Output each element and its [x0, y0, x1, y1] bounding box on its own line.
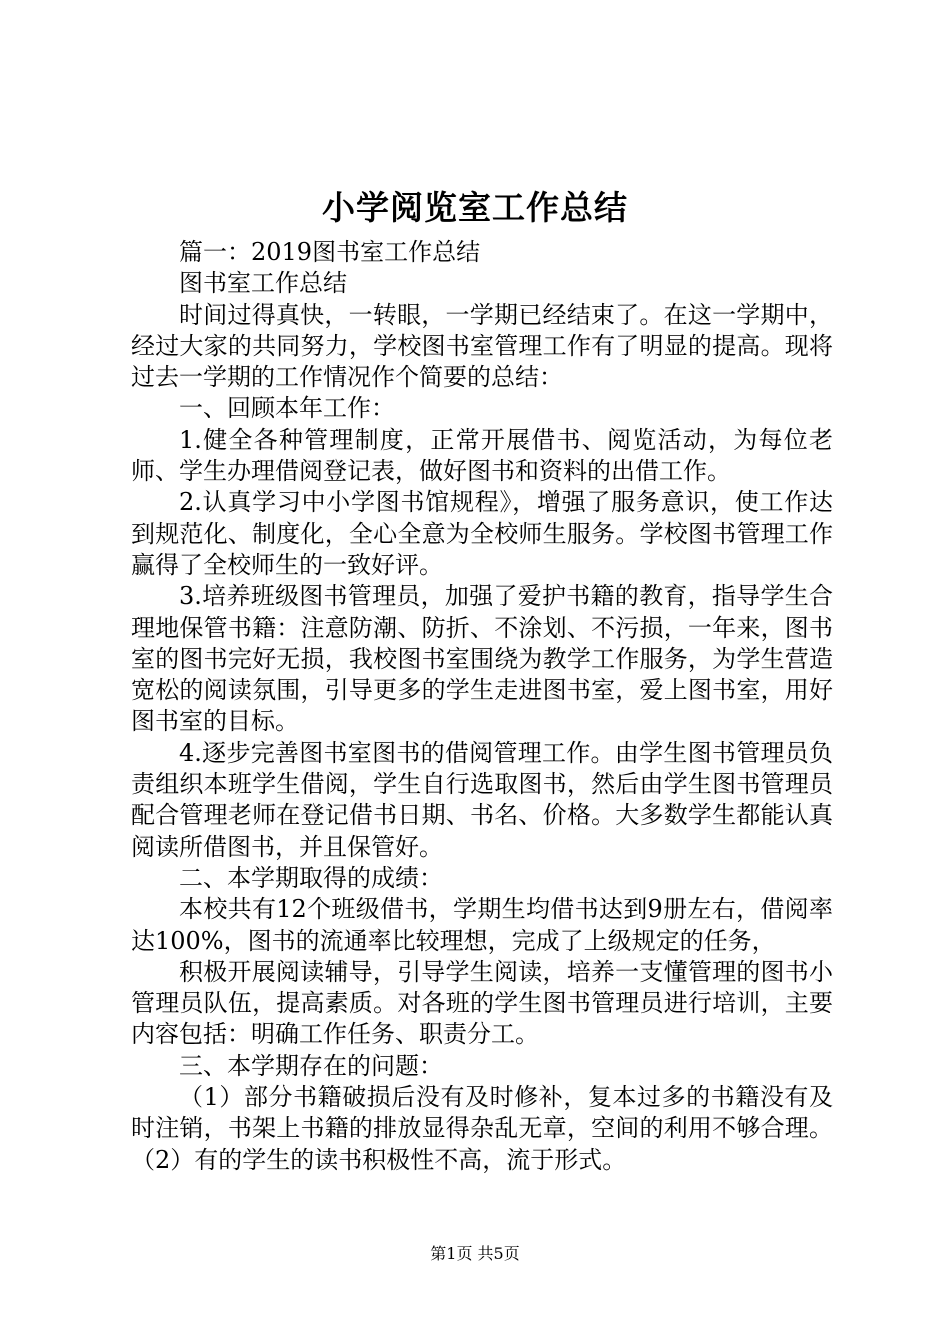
page-footer: 第1页 共5页: [430, 1244, 520, 1263]
section-heading: 二、本学期取得的成绩：: [179, 863, 443, 892]
paragraph: 3.培养班级图书管理员，加强了爱护书籍的教育，指导学生合理地保管书籍：注意防潮、防折、不涂划、不污损，一年来，图书室的图书完好无损，我校图书室围绕为教学工作服务，为学生营造宽松的阅读氛围，引导更多的学生走进图书室，爱上图书室，用好图书室的目标。: [131, 582, 833, 736]
paragraph: 2.认真学习中小学图书馆规程》，增强了服务意识，使工作达到规范化、制度化，全心全意为全校师生服务。学校图书管理工作赢得了全校师生的一致好评。: [131, 488, 833, 579]
paragraph: （1）部分书籍破损后没有及时修补，复本过多的书籍没有及时注销，书架上书籍的排放显得杂乱无章，空间的利用不够合理。（2）有的学生的读书积极性不高，流于形式。: [131, 1083, 833, 1174]
section-heading: 三、本学期存在的问题：: [179, 1051, 443, 1080]
paragraph: 1.健全各种管理制度，正常开展借书、阅览活动，为每位老师、学生办理借阅登记表，做好图书和资料的出借工作。: [131, 425, 833, 486]
paragraph: 本校共有12个班级借书，学期生均借书达到9册左右，借阅率达100%，图书的流通率比较理想，完成了上级规定的任务，: [131, 895, 833, 955]
paragraph: 4.逐步完善图书室图书的借阅管理工作。由学生图书管理员负责组织本班学生借阅，学生自行选取图书，然后由学生图书管理员配合管理老师在登记借书日期、书名、价格。大多数学生都能认真阅读所借图书，并且保管好。: [131, 738, 833, 861]
paragraph: 时间过得真快，一转眼，一学期已经结束了。在这一学期中，经过大家的共同努力，学校图书室管理工作有了明显的提高。现将过去一学期的工作情况作个简要的总结：: [131, 300, 833, 392]
section-heading: 一、回顾本年工作：: [179, 394, 395, 423]
paragraph: 积极开展阅读辅导，引导学生阅读，培养一支懂管理的图书小管理员队伍，提高素质。对各班的学生图书管理员进行培训，主要内容包括：明确工作任务、职责分工。: [131, 957, 833, 1049]
document-body: [131, 237, 833, 1176]
paragraph: 篇一：2019图书室工作总结: [179, 238, 481, 266]
document-title: 小学阅览室工作总结: [322, 188, 628, 227]
paragraph: 图书室工作总结: [179, 269, 347, 298]
